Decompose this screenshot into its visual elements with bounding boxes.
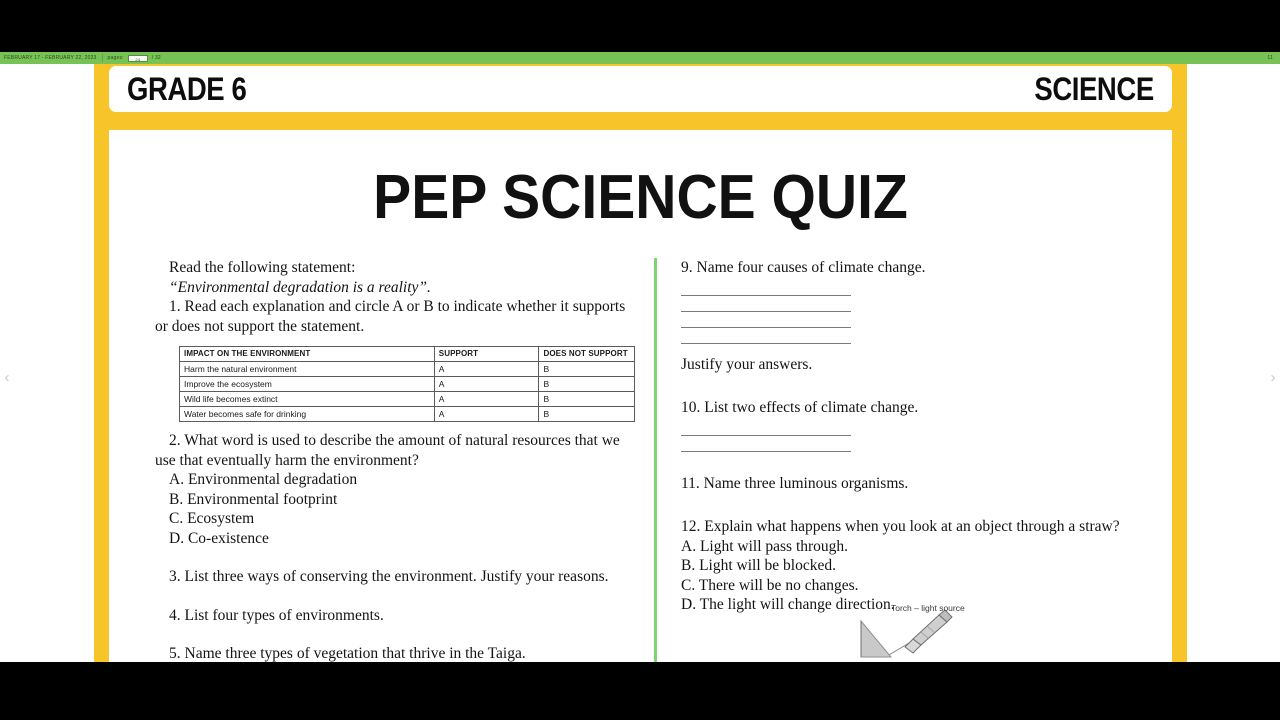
table-row — [180, 362, 635, 377]
spacer — [681, 493, 1152, 517]
spacer — [155, 587, 636, 606]
question-12-option-b[interactable]: B. Light will be blocked. — [681, 557, 836, 574]
impact-table-body — [180, 362, 635, 422]
question-12: 12. Explain what happens when you look at an object through a straw? — [681, 518, 1120, 535]
quiz-sheet — [94, 64, 1187, 662]
table-header-impact: IMPACT ON THE ENVIRONMENT — [180, 347, 435, 362]
table-cell-impact: Water becomes safe for drinking — [180, 407, 435, 422]
question-9: 9. Name four causes of climate change. — [681, 259, 926, 276]
subject-label: SCIENCE — [1034, 70, 1154, 107]
quiz-content — [109, 130, 1172, 662]
question-12-option-a[interactable]: A. Light will pass through. — [681, 537, 849, 555]
table-row — [180, 392, 635, 407]
table-cell-does-not-support[interactable]: B — [539, 362, 635, 377]
question-9-followup: Justify your answers. — [681, 355, 813, 373]
spacer — [681, 344, 1152, 355]
table-header-support: SUPPORT — [434, 347, 539, 362]
toolbar-date-range: FEBRUARY 17 - FEBRUARY 22, 2023 — [4, 55, 97, 61]
question-12-option-c[interactable]: C. There will be no changes. — [681, 576, 859, 594]
table-cell-support[interactable]: A — [434, 377, 539, 392]
table-row — [180, 377, 635, 392]
intro-line: Read the following statement: — [169, 259, 356, 276]
letterbox-top — [0, 0, 1280, 52]
page-number-input[interactable]: 24 — [128, 55, 148, 62]
table-row — [180, 407, 635, 422]
answer-blank-line[interactable] — [681, 435, 851, 436]
question-2-option-d[interactable]: D. Co-existence — [169, 529, 269, 547]
toolbar-divider — [102, 54, 103, 62]
impact-table-wrapper — [179, 346, 635, 422]
spacer — [681, 452, 1152, 474]
answer-blank-line[interactable] — [681, 327, 851, 328]
question-10: 10. List two effects of climate change. — [681, 399, 919, 416]
toolbar-pages-label: pages: — [107, 55, 124, 61]
next-page-icon[interactable]: › — [1270, 369, 1276, 386]
viewer-toolbar[interactable] — [0, 52, 1280, 64]
grade-label: GRADE 6 — [127, 70, 247, 107]
table-header-does-not-support: DOES NOT SUPPORT — [539, 347, 635, 362]
spacer — [155, 548, 636, 567]
table-cell-support[interactable]: A — [434, 362, 539, 377]
torch-diagram-label: Torch – light source — [891, 603, 965, 613]
table-cell-does-not-support[interactable]: B — [539, 377, 635, 392]
previous-page-icon[interactable]: ‹ — [4, 369, 10, 386]
sheet-header — [109, 66, 1172, 112]
answer-blank-line[interactable] — [681, 295, 851, 296]
question-2: 2. What word is used to describe the amount of natural resources that we use that eventually harm the environment? — [155, 432, 620, 469]
question-5: 5. Name three types of vegetation that thrive in the Taiga. — [169, 645, 526, 662]
question-2-option-c[interactable]: C. Ecosystem — [169, 510, 255, 527]
page-total-label: / 32 — [151, 55, 161, 61]
quiz-title: PEP SCIENCE QUIZ — [373, 163, 908, 232]
table-cell-impact: Wild life becomes extinct — [180, 392, 435, 407]
left-column — [109, 258, 654, 662]
toolbar-right-label: 11 — [1267, 55, 1273, 61]
question-2-option-a[interactable]: A. Environmental degradation — [169, 471, 358, 488]
table-cell-does-not-support[interactable]: B — [539, 407, 635, 422]
spacer — [155, 422, 636, 431]
question-2-option-b[interactable]: B. Environmental footprint — [169, 490, 338, 508]
question-4: 4. List four types of environments. — [169, 606, 384, 624]
answer-blank-line[interactable] — [681, 311, 851, 312]
quiz-columns — [109, 258, 1172, 662]
impact-table-head — [180, 347, 635, 362]
table-cell-impact: Harm the natural environment — [180, 362, 435, 377]
spacer — [155, 625, 636, 644]
table-cell-support[interactable]: A — [434, 392, 539, 407]
page-canvas — [0, 64, 1280, 662]
question-3: 3. List three ways of conserving the environment. Justify your reasons. — [169, 568, 609, 585]
impact-table — [179, 346, 635, 422]
letterbox-bottom — [0, 662, 1280, 720]
torch-diagram — [847, 603, 1017, 662]
table-header-row — [180, 347, 635, 362]
question-12-option-d[interactable]: D. The light will change direction. — [681, 596, 895, 613]
spacer — [681, 374, 1152, 398]
table-cell-does-not-support[interactable]: B — [539, 392, 635, 407]
intro-quote: “Environmental degradation is a reality”. — [169, 278, 431, 296]
question-1: 1. Read each explanation and circle A or B to indicate whether it supports or does not support the statement. — [155, 298, 626, 335]
question-11: 11. Name three luminous organisms. — [681, 474, 909, 492]
table-cell-impact: Improve the ecosystem — [180, 377, 435, 392]
right-column — [657, 258, 1172, 662]
table-cell-support[interactable]: A — [434, 407, 539, 422]
